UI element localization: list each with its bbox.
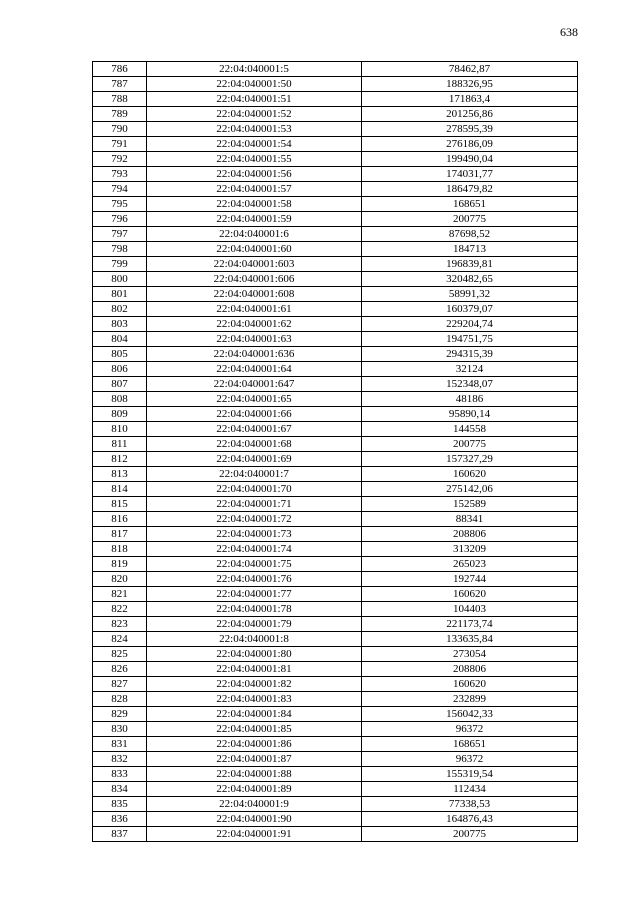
table-row — [93, 92, 578, 107]
value-cell: 88341 — [362, 512, 578, 527]
cadastral-number-cell: 22:04:040001:55 — [147, 152, 362, 167]
row-number-cell: 819 — [93, 557, 147, 572]
value-cell: 275142,06 — [362, 482, 578, 497]
table-row — [93, 257, 578, 272]
value-cell: 221173,74 — [362, 617, 578, 632]
row-number-cell: 827 — [93, 677, 147, 692]
cadastral-number-cell: 22:04:040001:76 — [147, 572, 362, 587]
cadastral-number-cell: 22:04:040001:647 — [147, 377, 362, 392]
row-number-cell: 826 — [93, 662, 147, 677]
value-cell: 194751,75 — [362, 332, 578, 347]
table-row — [93, 617, 578, 632]
row-number-cell: 830 — [93, 722, 147, 737]
row-number-cell: 832 — [93, 752, 147, 767]
table-row — [93, 707, 578, 722]
value-cell: 313209 — [362, 542, 578, 557]
table-row — [93, 647, 578, 662]
row-number-cell: 792 — [93, 152, 147, 167]
value-cell: 294315,39 — [362, 347, 578, 362]
value-cell: 104403 — [362, 602, 578, 617]
row-number-cell: 805 — [93, 347, 147, 362]
row-number-cell: 828 — [93, 692, 147, 707]
row-number-cell: 793 — [93, 167, 147, 182]
value-cell: 156042,33 — [362, 707, 578, 722]
row-number-cell: 791 — [93, 137, 147, 152]
row-number-cell: 820 — [93, 572, 147, 587]
table-body — [93, 62, 578, 842]
cadastral-number-cell: 22:04:040001:58 — [147, 197, 362, 212]
cadastral-number-cell: 22:04:040001:75 — [147, 557, 362, 572]
table-row — [93, 722, 578, 737]
table-row — [93, 347, 578, 362]
cadastral-number-cell: 22:04:040001:90 — [147, 812, 362, 827]
table-row — [93, 602, 578, 617]
table-row — [93, 467, 578, 482]
table-row — [93, 122, 578, 137]
value-cell: 32124 — [362, 362, 578, 377]
value-cell: 160379,07 — [362, 302, 578, 317]
row-number-cell: 825 — [93, 647, 147, 662]
value-cell: 229204,74 — [362, 317, 578, 332]
table-row — [93, 497, 578, 512]
table-row — [93, 407, 578, 422]
cadastral-number-cell: 22:04:040001:51 — [147, 92, 362, 107]
value-cell: 96372 — [362, 722, 578, 737]
table-row — [93, 242, 578, 257]
value-cell: 320482,65 — [362, 272, 578, 287]
value-cell: 77338,53 — [362, 797, 578, 812]
row-number-cell: 801 — [93, 287, 147, 302]
cadastral-number-cell: 22:04:040001:9 — [147, 797, 362, 812]
value-cell: 96372 — [362, 752, 578, 767]
table-row — [93, 422, 578, 437]
cadastral-number-cell: 22:04:040001:61 — [147, 302, 362, 317]
cadastral-number-cell: 22:04:040001:64 — [147, 362, 362, 377]
value-cell: 188326,95 — [362, 77, 578, 92]
cadastral-number-cell: 22:04:040001:63 — [147, 332, 362, 347]
row-number-cell: 806 — [93, 362, 147, 377]
table-row — [93, 767, 578, 782]
table-row — [93, 77, 578, 92]
cadastral-number-cell: 22:04:040001:81 — [147, 662, 362, 677]
cadastral-number-cell: 22:04:040001:7 — [147, 467, 362, 482]
table-row — [93, 662, 578, 677]
value-cell: 208806 — [362, 527, 578, 542]
value-cell: 276186,09 — [362, 137, 578, 152]
row-number-cell: 800 — [93, 272, 147, 287]
value-cell: 200775 — [362, 212, 578, 227]
row-number-cell: 823 — [93, 617, 147, 632]
cadastral-number-cell: 22:04:040001:69 — [147, 452, 362, 467]
row-number-cell: 818 — [93, 542, 147, 557]
table-row — [93, 677, 578, 692]
value-cell: 160620 — [362, 467, 578, 482]
cadastral-number-cell: 22:04:040001:77 — [147, 587, 362, 602]
table-row — [93, 632, 578, 647]
table-row — [93, 527, 578, 542]
cadastral-number-cell: 22:04:040001:54 — [147, 137, 362, 152]
row-number-cell: 803 — [93, 317, 147, 332]
cadastral-number-cell: 22:04:040001:84 — [147, 707, 362, 722]
row-number-cell: 807 — [93, 377, 147, 392]
value-cell: 95890,14 — [362, 407, 578, 422]
row-number-cell: 829 — [93, 707, 147, 722]
table-row — [93, 557, 578, 572]
table-row — [93, 437, 578, 452]
table-row — [93, 797, 578, 812]
value-cell: 168651 — [362, 737, 578, 752]
row-number-cell: 837 — [93, 827, 147, 842]
cadastral-number-cell: 22:04:040001:5 — [147, 62, 362, 77]
cadastral-number-cell: 22:04:040001:59 — [147, 212, 362, 227]
row-number-cell: 812 — [93, 452, 147, 467]
row-number-cell: 787 — [93, 77, 147, 92]
value-cell: 171863,4 — [362, 92, 578, 107]
value-cell: 186479,82 — [362, 182, 578, 197]
cadastral-number-cell: 22:04:040001:91 — [147, 827, 362, 842]
row-number-cell: 797 — [93, 227, 147, 242]
cadastral-number-cell: 22:04:040001:87 — [147, 752, 362, 767]
table-row — [93, 362, 578, 377]
value-cell: 208806 — [362, 662, 578, 677]
value-cell: 199490,04 — [362, 152, 578, 167]
table-row — [93, 572, 578, 587]
value-cell: 48186 — [362, 392, 578, 407]
table-row — [93, 752, 578, 767]
table-row — [93, 392, 578, 407]
table-row — [93, 587, 578, 602]
row-number-cell: 817 — [93, 527, 147, 542]
table-row — [93, 107, 578, 122]
cadastral-number-cell: 22:04:040001:85 — [147, 722, 362, 737]
row-number-cell: 795 — [93, 197, 147, 212]
value-cell: 87698,52 — [362, 227, 578, 242]
row-number-cell: 808 — [93, 392, 147, 407]
cadastral-number-cell: 22:04:040001:79 — [147, 617, 362, 632]
table-row — [93, 212, 578, 227]
value-cell: 152589 — [362, 497, 578, 512]
cadastral-number-cell: 22:04:040001:89 — [147, 782, 362, 797]
table-row — [93, 812, 578, 827]
row-number-cell: 796 — [93, 212, 147, 227]
table-row — [93, 737, 578, 752]
cadastral-number-cell: 22:04:040001:603 — [147, 257, 362, 272]
table-row — [93, 332, 578, 347]
cadastral-number-cell: 22:04:040001:82 — [147, 677, 362, 692]
row-number-cell: 836 — [93, 812, 147, 827]
table-row — [93, 287, 578, 302]
cadastral-number-cell: 22:04:040001:70 — [147, 482, 362, 497]
table-row — [93, 512, 578, 527]
row-number-cell: 799 — [93, 257, 147, 272]
value-cell: 160620 — [362, 677, 578, 692]
value-cell: 144558 — [362, 422, 578, 437]
cadastral-number-cell: 22:04:040001:606 — [147, 272, 362, 287]
value-cell: 133635,84 — [362, 632, 578, 647]
row-number-cell: 788 — [93, 92, 147, 107]
row-number-cell: 835 — [93, 797, 147, 812]
table-row — [93, 317, 578, 332]
cadastral-number-cell: 22:04:040001:636 — [147, 347, 362, 362]
row-number-cell: 814 — [93, 482, 147, 497]
row-number-cell: 833 — [93, 767, 147, 782]
row-number-cell: 813 — [93, 467, 147, 482]
row-number-cell: 831 — [93, 737, 147, 752]
cadastral-number-cell: 22:04:040001:83 — [147, 692, 362, 707]
cadastral-number-cell: 22:04:040001:53 — [147, 122, 362, 137]
table-row — [93, 227, 578, 242]
row-number-cell: 821 — [93, 587, 147, 602]
cadastral-number-cell: 22:04:040001:68 — [147, 437, 362, 452]
value-cell: 201256,86 — [362, 107, 578, 122]
value-cell: 157327,29 — [362, 452, 578, 467]
cadastral-number-cell: 22:04:040001:66 — [147, 407, 362, 422]
table-row — [93, 272, 578, 287]
cadastral-number-cell: 22:04:040001:86 — [147, 737, 362, 752]
table-row — [93, 182, 578, 197]
table-row — [93, 62, 578, 77]
table-row — [93, 377, 578, 392]
cadastral-number-cell: 22:04:040001:62 — [147, 317, 362, 332]
cadastral-number-cell: 22:04:040001:60 — [147, 242, 362, 257]
row-number-cell: 815 — [93, 497, 147, 512]
value-cell: 174031,77 — [362, 167, 578, 182]
table-row — [93, 692, 578, 707]
row-number-cell: 789 — [93, 107, 147, 122]
value-cell: 278595,39 — [362, 122, 578, 137]
cadastral-number-cell: 22:04:040001:67 — [147, 422, 362, 437]
cadastral-number-cell: 22:04:040001:8 — [147, 632, 362, 647]
value-cell: 152348,07 — [362, 377, 578, 392]
row-number-cell: 794 — [93, 182, 147, 197]
row-number-cell: 824 — [93, 632, 147, 647]
cadastral-number-cell: 22:04:040001:73 — [147, 527, 362, 542]
cadastral-number-cell: 22:04:040001:57 — [147, 182, 362, 197]
cadastral-number-cell: 22:04:040001:6 — [147, 227, 362, 242]
cadastral-number-cell: 22:04:040001:608 — [147, 287, 362, 302]
page-number: 638 — [560, 25, 578, 39]
row-number-cell: 816 — [93, 512, 147, 527]
cadastral-number-cell: 22:04:040001:80 — [147, 647, 362, 662]
table-row — [93, 167, 578, 182]
row-number-cell: 804 — [93, 332, 147, 347]
value-cell: 78462,87 — [362, 62, 578, 77]
table-row — [93, 452, 578, 467]
cadastral-number-cell: 22:04:040001:50 — [147, 77, 362, 92]
table-row — [93, 137, 578, 152]
row-number-cell: 811 — [93, 437, 147, 452]
cadastral-number-cell: 22:04:040001:52 — [147, 107, 362, 122]
row-number-cell: 786 — [93, 62, 147, 77]
value-cell: 160620 — [362, 587, 578, 602]
value-cell: 184713 — [362, 242, 578, 257]
value-cell: 200775 — [362, 827, 578, 842]
value-cell: 200775 — [362, 437, 578, 452]
value-cell: 58991,32 — [362, 287, 578, 302]
cadastral-number-cell: 22:04:040001:65 — [147, 392, 362, 407]
row-number-cell: 809 — [93, 407, 147, 422]
table-row — [93, 197, 578, 212]
table-row — [93, 482, 578, 497]
table-row — [93, 827, 578, 842]
cadastral-number-cell: 22:04:040001:72 — [147, 512, 362, 527]
row-number-cell: 822 — [93, 602, 147, 617]
table-row — [93, 542, 578, 557]
table-row — [93, 152, 578, 167]
row-number-cell: 790 — [93, 122, 147, 137]
cadastral-number-cell: 22:04:040001:71 — [147, 497, 362, 512]
value-cell: 168651 — [362, 197, 578, 212]
row-number-cell: 834 — [93, 782, 147, 797]
row-number-cell: 802 — [93, 302, 147, 317]
cadastral-number-cell: 22:04:040001:88 — [147, 767, 362, 782]
value-cell: 273054 — [362, 647, 578, 662]
value-cell: 192744 — [362, 572, 578, 587]
value-cell: 232899 — [362, 692, 578, 707]
value-cell: 164876,43 — [362, 812, 578, 827]
value-cell: 265023 — [362, 557, 578, 572]
cadastral-number-cell: 22:04:040001:78 — [147, 602, 362, 617]
table-row — [93, 782, 578, 797]
value-cell: 112434 — [362, 782, 578, 797]
value-cell: 155319,54 — [362, 767, 578, 782]
cadastral-number-cell: 22:04:040001:74 — [147, 542, 362, 557]
row-number-cell: 798 — [93, 242, 147, 257]
cadastral-number-cell: 22:04:040001:56 — [147, 167, 362, 182]
value-cell: 196839,81 — [362, 257, 578, 272]
row-number-cell: 810 — [93, 422, 147, 437]
table-row — [93, 302, 578, 317]
data-table — [92, 61, 578, 842]
